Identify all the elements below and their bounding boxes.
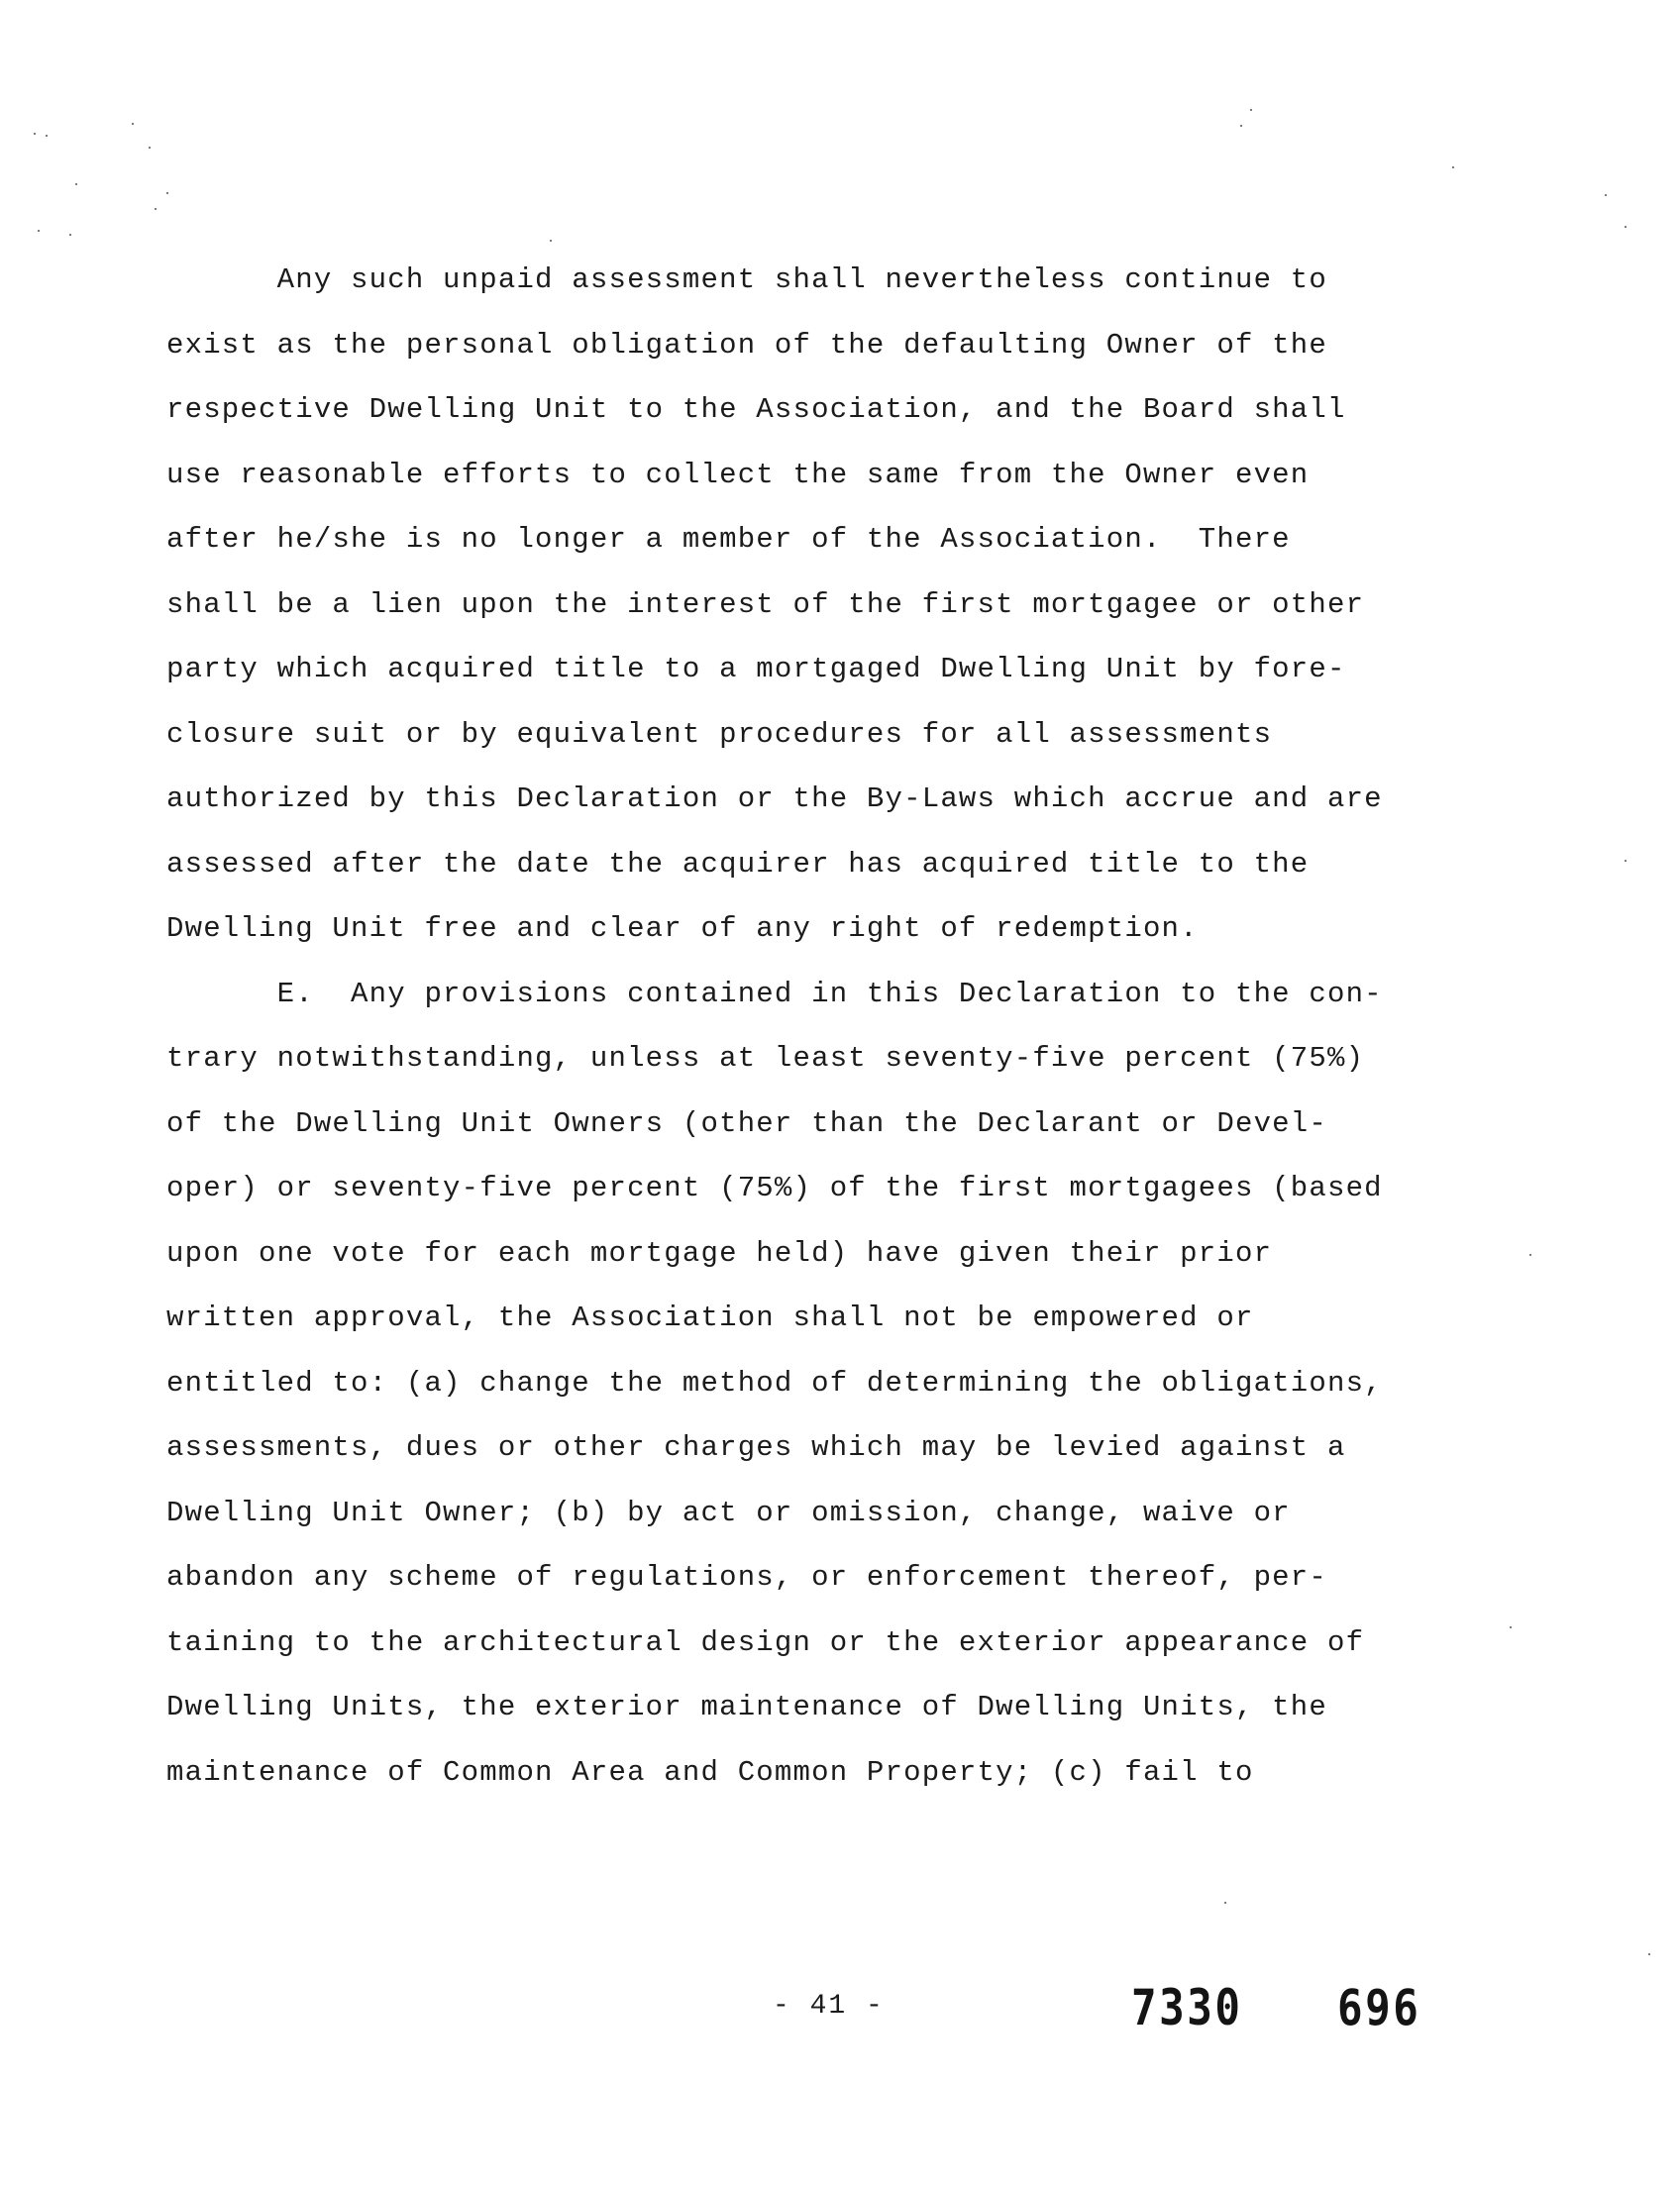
text-line: written approval, the Association shall not be empowered or — [166, 1302, 1254, 1334]
text-line: of the Dwelling Unit Owners (other than the Declarant or Devel- — [166, 1106, 1327, 1140]
scan-speck — [1510, 1626, 1512, 1628]
text-line: after he/she is no longer a member of the Association. There — [166, 523, 1291, 556]
text-line: Dwelling Units, the exterior maintenance of Dwelling Units, the — [166, 1691, 1327, 1723]
scan-speck — [1625, 226, 1627, 228]
body-text — [166, 248, 1514, 1805]
text-line: party which acquired title to a mortgaged Dwelling Unit by fore- — [166, 653, 1346, 685]
scan-speck — [69, 234, 71, 236]
scan-speck — [75, 183, 77, 185]
text-line: E. Any provisions contained in this Declaration to the con- — [166, 977, 1383, 1010]
scan-speck — [1529, 1254, 1531, 1256]
text-line: abandon any scheme of regulations, or enforcement thereof, per- — [166, 1561, 1327, 1594]
text-line: respective Dwelling Unit to the Association, and the Board shall — [166, 393, 1346, 426]
scan-speck — [132, 123, 134, 125]
text-line: Dwelling Unit free and clear of any right of redemption. — [166, 912, 1199, 945]
text-line: oper) or seventy-five percent (75%) of the first mortgagees (based — [166, 1172, 1383, 1204]
text-line: entitled to: (a) change the method of determining the obligations, — [166, 1366, 1383, 1400]
text-line: closure suit or by equivalent procedures for all assessments — [166, 717, 1273, 751]
scan-speck — [1240, 125, 1242, 127]
scan-speck — [1224, 1902, 1226, 1904]
text-line: taining to the architectural design or the exterior appearance of — [166, 1625, 1365, 1659]
text-line: shall be a lien upon the interest of the first mortgagee or other — [166, 587, 1365, 621]
scan-speck — [1605, 194, 1607, 196]
scan-speck — [1625, 860, 1627, 862]
text-line: Any such unpaid assessment shall nevertheless continue to — [166, 263, 1327, 296]
text-line: assessed after the date the acquirer has acquired title to the — [166, 847, 1310, 881]
scan-speck — [1648, 1953, 1650, 1955]
text-line: maintenance of Common Area and Common Property; (c) fail to — [166, 1755, 1254, 1789]
scan-speck — [149, 147, 151, 149]
text-line: exist as the personal obligation of the defaulting Owner of the — [166, 328, 1327, 362]
scan-speck — [38, 230, 40, 232]
text-line: assessments, dues or other charges which may be levied against a — [166, 1431, 1346, 1464]
scan-speck — [1452, 166, 1454, 168]
page-stamp: 696 — [1337, 1979, 1421, 2036]
scan-speck — [550, 240, 552, 242]
text-line: authorized by this Declaration or the By-Laws which accrue and are — [166, 782, 1383, 815]
text-line: Dwelling Unit Owner; (b) by act or omission, change, waive or — [166, 1496, 1291, 1529]
text-line: use reasonable efforts to collect the same from the Owner even — [166, 458, 1310, 491]
scan-speck — [34, 133, 36, 135]
text-line: trary notwithstanding, unless at least seventy-five percent (75%) — [166, 1042, 1365, 1075]
scan-speck — [1250, 109, 1252, 111]
scan-speck — [46, 135, 48, 137]
page-number: - 41 - — [773, 1991, 885, 2022]
scan-speck — [166, 192, 168, 194]
book-stamp: 7330 — [1131, 1979, 1243, 2036]
scan-speck — [155, 208, 157, 210]
text-line: upon one vote for each mortgage held) have given their prior — [166, 1236, 1273, 1270]
